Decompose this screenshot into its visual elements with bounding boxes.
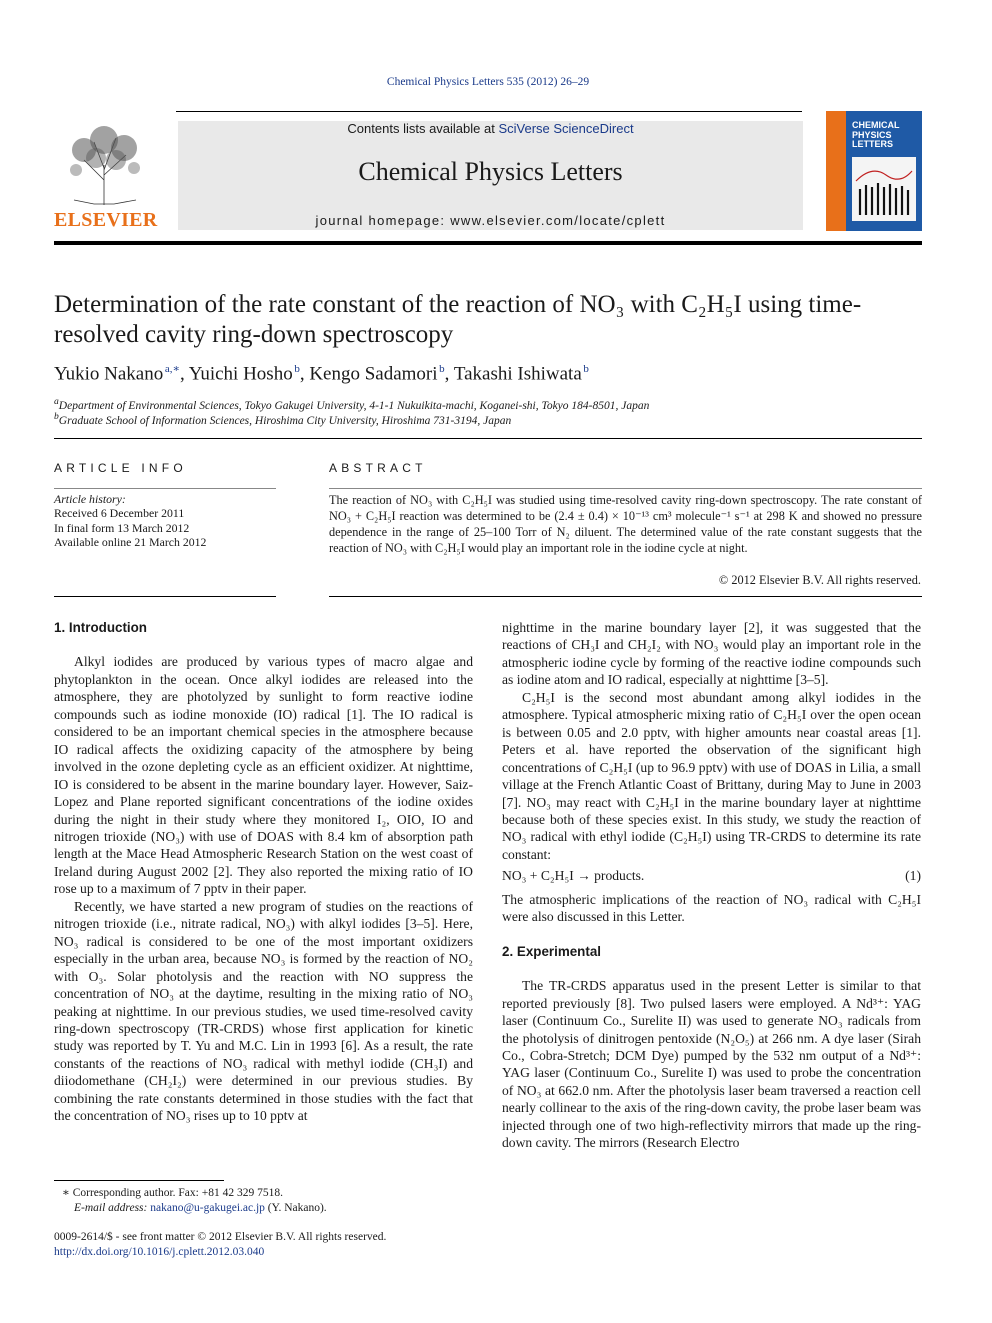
- tree-icon: [54, 120, 154, 210]
- elsevier-wordmark: ELSEVIER: [54, 209, 158, 231]
- abstract-divider-bottom: [329, 596, 922, 597]
- paragraph: Alkyl iodides are produced by various types of macro algae and phytoplankton in the ocean. Once alkyl iodides are released into the atmosphere, they are photolyzed by sunlight to form reactive iodine compounds such as iodine monoxide (IO) radical [1]. The IO radical is considered to be an important chemical species in the atmosphere because IO radical affects the oxidizing capacity of the atmosphere by being involved in the ozone depleting cycle as an efficient oxidizer. At nighttime, IO is considered to be absent in the marine boundary layer. However, Saiz-Lopez and Plane reported significant concentrations of the iodine oxides during the night in their study where they monitored I₂, OIO, IO and nitrogen trioxide (NO₃) with use of DOAS with 8.4 km of absorption path length at the Mace Head Atmospheric Research Station on the west coast of Ireland during August 2002 [2]. They also reported the mixing ratio of IO rose up to a maximum of 7 pptv in their paper.: [54, 654, 473, 897]
- sciencedirect-link[interactable]: SciVerse ScienceDirect: [498, 121, 634, 136]
- article-info-heading: ARTICLE INFO: [54, 461, 187, 475]
- author-separator: ,: [179, 363, 189, 385]
- paragraph: C₂H₅I is the second most abundant among alkyl iodides in the atmosphere. Typical atmospheric mixing ratio of C₂H₅I over the open ocean is between 0.05 and 2.0 pptv, with higher amounts near coastal areas [1]. Peters et al. have reported the observation of the significant high concentrations of C₂H₅I (up to 96.9 pptv) with use of DOAS in Lilia, a small village at the French Atlantic Coast of Brittany, during May to June in 2003 [7]. NO₃ may react with C₂H₅I in the marine boundary layer at nighttime because both of these species exist. In this study, we study the reaction of NO₃ radical with ethyl iodide (C₂H₅I) using TR-CRDS to determine its rate constant:: [502, 689, 921, 862]
- contents-line: [178, 121, 803, 136]
- affiliation-mark: a: [54, 396, 59, 407]
- spectrum-icon: [852, 157, 916, 221]
- journal-homepage[interactable]: journal homepage: www.elsevier.com/locate/cplett: [315, 213, 666, 228]
- introduction-heading: 1. Introduction: [54, 620, 147, 635]
- online-date: Available online 21 March 2012: [54, 534, 207, 549]
- affiliation-mark: b: [54, 411, 59, 422]
- journal-citation[interactable]: Chemical Physics Letters 535 (2012) 26–29: [386, 76, 590, 88]
- front-matter: [54, 1230, 554, 1259]
- history-label: Article history:: [54, 492, 126, 506]
- affiliation-text: Department of Environmental Sciences, Tokyo Gakugei University, 4-1-1 Nukuikita-machi, Koganei-shi, Tokyo 184-8501, Japan: [58, 399, 650, 412]
- cover-title: CHEMICAL PHYSICS LETTERS: [852, 120, 900, 149]
- cover-stripe: [826, 111, 846, 231]
- copyright-notice: © 2012 Elsevier B.V. All rights reserved.: [718, 573, 921, 587]
- author-name[interactable]: Yuichi Hosho: [188, 363, 293, 385]
- author-affiliation-mark[interactable]: a,∗: [164, 363, 180, 375]
- info-divider: [54, 488, 276, 489]
- affiliation-text: Graduate School of Information Sciences, Hiroshima City University, Hiroshima 731-3194, Japan: [58, 414, 512, 427]
- journal-header-box: [178, 121, 803, 230]
- author-separator: ,: [444, 363, 454, 385]
- affiliation: [54, 396, 914, 412]
- abstract-heading: ABSTRACT: [329, 461, 427, 475]
- body-column-left: [54, 619, 473, 1125]
- paragraph: The TR-CRDS apparatus used in the present Letter is similar to that reported previously [8]. Two pulsed lasers were employed. A Nd³⁺: YAG laser (Continuum Co., Surelite II) was used to generate NO₃ radicals from the photolysis of dinitrogen pentoxide (N₂O₅) at 266 nm. A dye laser (Sirah Co., Cobra-Stretch; DCM Dye) pumped by the 532 nm output of a Nd³⁺: YAG laser (Continuum Co., Surelite I) was used to probe the concentration of NO₃ at 662.0 nm. After the photolysis laser beam traversed a reaction cell nearly collinear to the axis of the ring-down cavity, the probe laser beam was injected through one of two high-reflectivity mirrors that made up the ring-down cavity. The mirrors (Research Electro: [502, 978, 921, 1151]
- body-column-right: [502, 619, 921, 1152]
- issn-line: 0009-2614/$ - see front matter © 2012 Elsevier B.V. All rights reserved.: [54, 1231, 387, 1243]
- affiliation: [54, 411, 914, 427]
- equation: [502, 867, 921, 884]
- email-label: E-mail address:: [74, 1202, 151, 1214]
- journal-title: Chemical Physics Letters: [358, 157, 623, 186]
- author-separator: ,: [299, 363, 310, 385]
- article-history: [54, 492, 276, 549]
- corresponding-author-note: ∗ Corresponding author. Fax: +81 42 329 7518.: [62, 1187, 283, 1199]
- author-list: [54, 362, 914, 385]
- doi-link[interactable]: http://dx.doi.org/10.1016/j.cplett.2012.03.040: [54, 1245, 265, 1258]
- cover-figure: [852, 157, 916, 221]
- email-suffix: (Y. Nakano).: [264, 1202, 327, 1214]
- email-line: [62, 1201, 482, 1216]
- paragraph: nighttime in the marine boundary layer [2], it was suggested that the reactions of CH₃I and CH₂I₂ with NO₃ would play an important role in the atmospheric iodine cycle by forming of the reactive iodine compounds such as iodine atom and IO radical, especially at nighttime [3–5].: [502, 620, 921, 688]
- info-divider-bottom: [54, 596, 276, 597]
- contents-prefix: Contents lists available at: [347, 121, 499, 136]
- author-name[interactable]: Takashi Ishiwata: [453, 363, 582, 385]
- abstract-text: The reaction of NO₃ with C₂H₅I was studied using time-resolved cavity ring-down spectroscopy. The rate constant of NO₃ + C₂H₅I reaction was determined to be (2.4 ± 0.4) × 10⁻¹³ cm³ molecule⁻¹ s⁻¹ at 298 K and showed no pressure dependence in the range of 25–100 Torr of N₂ diluent. The determined value of the rate constant suggests that the reaction of NO₃ with C₂H₅I would play an important role in the iodine cycle at night.: [329, 493, 922, 555]
- author-affiliation-mark[interactable]: b: [439, 363, 445, 375]
- abstract-divider: [329, 488, 922, 489]
- article-title: Determination of the rate constant of the reaction of NO₃ with C₂H₅I using time-resolved cavity ring-down spectroscopy: [54, 291, 862, 348]
- footnote-rule: [54, 1180, 224, 1181]
- author-name[interactable]: Kengo Sadamori: [309, 363, 438, 385]
- email-link[interactable]: nakano@u-gakugei.ac.jp: [150, 1202, 265, 1214]
- author-affiliation-mark[interactable]: b: [583, 363, 589, 375]
- footnote: [62, 1186, 482, 1216]
- top-rule: [176, 111, 802, 112]
- equation-number: (1): [905, 868, 921, 884]
- section-divider: [54, 438, 922, 439]
- author-name[interactable]: Yukio Nakano: [54, 363, 164, 385]
- paragraph: The atmospheric implications of the reaction of NO₃ radical with C₂H₅I were also discussed in this Letter.: [502, 891, 921, 925]
- journal-cover-thumbnail: [826, 111, 922, 231]
- received-date: Received 6 December 2011: [54, 506, 185, 521]
- paragraph: Recently, we have started a new program of studies on the reactions of nitrogen trioxide (i.e., nitrate radical, NO₃) with alkyl iodides [3–5]. Here, NO₃ radical is considered to be one of the most important oxidizers especially in the urban area, because NO₃ is formed by the reaction of NO₂ with O₃. Solar photolysis and the reaction with NO suppress the concentration of NO₃ at the daytime, resulting in the mixing ratio of NO₃ peaking at nighttime. In our previous studies, we used time-resolved cavity ring-down spectroscopy (TR-CRDS) whose first application for kinetic study was reported by T. Yu and M.C. Lin in 1993 [6]. As a result, the rate constants of the reactions of NO₃ radical with methyl iodide (CH₃I) and diiodomethane (CH₂I₂) were determined in our previous studies. By combining the rate constants determined in those studies with the fact that the concentration of NO₃ rises up to 10 pptv at: [54, 898, 473, 1124]
- equation-body: NO₃ + C₂H₅I → products.: [502, 868, 645, 884]
- final-form-date: In final form 13 March 2012: [54, 520, 190, 535]
- experimental-heading: 2. Experimental: [502, 943, 601, 959]
- header-rule: [54, 241, 922, 245]
- author-affiliation-mark[interactable]: b: [294, 363, 300, 375]
